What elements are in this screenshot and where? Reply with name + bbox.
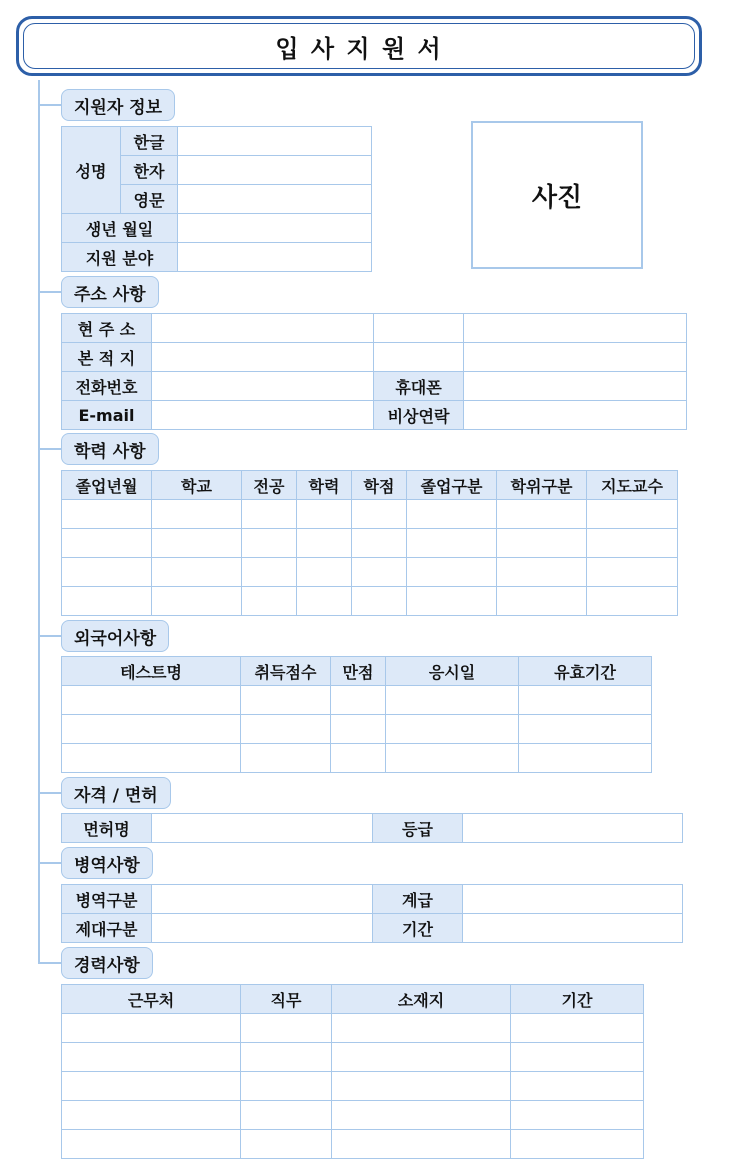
lang-col-date: 응시일 [386, 657, 519, 686]
table-cell[interactable] [62, 529, 152, 558]
table-cell[interactable] [62, 587, 152, 616]
tree-connector [38, 291, 62, 293]
career-col-role: 직무 [241, 985, 332, 1014]
edu-col-level: 학력 [297, 471, 352, 500]
table-cell[interactable] [386, 715, 519, 744]
table-row [62, 500, 678, 529]
edu-col-grad-type: 졸업구분 [407, 471, 497, 500]
table-cell[interactable] [352, 529, 407, 558]
birth-field[interactable] [178, 214, 372, 243]
table-row [62, 1101, 644, 1130]
section-career: 경력사항 [61, 947, 153, 979]
table-cell[interactable] [407, 500, 497, 529]
edu-col-advisor: 지도교수 [587, 471, 678, 500]
military-rank-label: 계급 [373, 885, 463, 914]
field-label: 지원 분야 [62, 243, 178, 272]
phone-label: 전화번호 [62, 372, 152, 401]
table-cell[interactable] [241, 686, 331, 715]
table-cell[interactable] [331, 715, 386, 744]
photo-label: 사진 [531, 182, 583, 213]
table-cell[interactable] [352, 500, 407, 529]
mobile-field[interactable] [464, 372, 687, 401]
table-cell[interactable] [332, 1130, 511, 1159]
section-license: 자격 / 면허 [61, 777, 171, 809]
career-table [61, 984, 644, 1159]
table-cell[interactable] [152, 500, 242, 529]
section-tree-line [38, 80, 40, 964]
hangul-label: 한글 [121, 127, 178, 156]
edu-col-major: 전공 [242, 471, 297, 500]
mobile-label: 휴대폰 [374, 372, 464, 401]
table-cell[interactable] [497, 529, 587, 558]
current-address-field[interactable] [152, 314, 374, 343]
section-address: 주소 사항 [61, 276, 159, 308]
career-col-period: 기간 [511, 985, 644, 1014]
military-rank-field[interactable] [463, 885, 683, 914]
hanja-name-field[interactable] [178, 156, 372, 185]
registry-label: 본 적 지 [62, 343, 152, 372]
language-table [61, 656, 652, 773]
table-row [62, 587, 678, 616]
table-cell[interactable] [386, 744, 519, 773]
page-title: 입 사 지 원 서 [23, 23, 695, 69]
table-cell[interactable] [407, 529, 497, 558]
tree-connector [38, 792, 62, 794]
table-cell[interactable] [241, 715, 331, 744]
table-cell[interactable] [511, 1101, 644, 1130]
license-grade-field[interactable] [463, 814, 683, 843]
table-cell[interactable] [497, 558, 587, 587]
table-cell[interactable] [241, 1101, 332, 1130]
table-cell[interactable] [241, 1043, 332, 1072]
birth-label: 생년 월일 [62, 214, 178, 243]
table-cell[interactable] [352, 587, 407, 616]
table-row [62, 744, 652, 773]
table-cell[interactable] [587, 558, 678, 587]
table-cell[interactable] [241, 744, 331, 773]
table-cell[interactable] [62, 686, 241, 715]
table-cell[interactable] [386, 686, 519, 715]
table-cell[interactable] [152, 558, 242, 587]
table-cell[interactable] [62, 1130, 241, 1159]
career-col-company: 근무처 [62, 985, 241, 1014]
lang-col-score: 취득점수 [241, 657, 331, 686]
table-cell[interactable] [62, 1043, 241, 1072]
english-label: 영문 [121, 185, 178, 214]
table-cell[interactable] [511, 1072, 644, 1101]
table-cell[interactable] [332, 1014, 511, 1043]
table-cell[interactable] [241, 1072, 332, 1101]
discharge-label: 제대구분 [62, 914, 152, 943]
edu-col-gpa: 학점 [352, 471, 407, 500]
lang-col-max: 만점 [331, 657, 386, 686]
military-table [61, 884, 683, 943]
table-row [62, 1043, 644, 1072]
registry-field[interactable] [152, 343, 374, 372]
photo-box[interactable] [471, 121, 643, 269]
table-cell[interactable] [297, 587, 352, 616]
section-military: 병역사항 [61, 847, 153, 879]
table-cell[interactable] [519, 715, 652, 744]
table-cell[interactable] [152, 587, 242, 616]
table-cell[interactable] [62, 500, 152, 529]
lang-col-valid: 유효기간 [519, 657, 652, 686]
email-label: E-mail [62, 401, 152, 430]
table-cell[interactable] [332, 1101, 511, 1130]
table-row [62, 1130, 644, 1159]
table-cell[interactable] [242, 587, 297, 616]
table-cell[interactable] [241, 1014, 332, 1043]
table-cell[interactable] [297, 558, 352, 587]
hanja-label: 한자 [121, 156, 178, 185]
table-row [62, 715, 652, 744]
table-cell[interactable] [497, 500, 587, 529]
email-field[interactable] [152, 401, 374, 430]
table-row [62, 686, 652, 715]
emergency-label: 비상연락 [374, 401, 464, 430]
english-name-field[interactable] [178, 185, 372, 214]
field-field[interactable] [178, 243, 372, 272]
license-grade-label: 등급 [373, 814, 463, 843]
table-row [62, 1072, 644, 1101]
hangul-name-field[interactable] [178, 127, 372, 156]
table-cell[interactable] [587, 500, 678, 529]
table-cell[interactable] [519, 686, 652, 715]
table-cell[interactable] [297, 500, 352, 529]
phone-field[interactable] [152, 372, 374, 401]
table-row [62, 1014, 644, 1043]
table-cell[interactable] [62, 1014, 241, 1043]
military-type-label: 병역구분 [62, 885, 152, 914]
table-cell[interactable] [242, 529, 297, 558]
table-row [62, 558, 678, 587]
name-label: 성명 [62, 127, 121, 214]
tree-connector [38, 862, 62, 864]
current-address-field-2[interactable] [374, 314, 464, 343]
address-table [61, 313, 687, 430]
table-cell[interactable] [332, 1072, 511, 1101]
license-table [61, 813, 683, 843]
tree-connector [38, 962, 62, 964]
section-language: 외국어사항 [61, 620, 169, 652]
military-period-field[interactable] [463, 914, 683, 943]
emergency-field[interactable] [464, 401, 687, 430]
applicant-table [61, 126, 372, 272]
table-cell[interactable] [297, 529, 352, 558]
table-cell[interactable] [331, 686, 386, 715]
registry-field-3[interactable] [464, 343, 687, 372]
table-cell[interactable] [519, 744, 652, 773]
table-cell[interactable] [511, 1014, 644, 1043]
table-cell[interactable] [587, 587, 678, 616]
table-cell[interactable] [62, 715, 241, 744]
edu-col-grad-date: 졸업년월 [62, 471, 152, 500]
tree-connector [38, 448, 62, 450]
license-name-label: 면허명 [62, 814, 152, 843]
military-type-field[interactable] [152, 885, 373, 914]
table-cell[interactable] [62, 558, 152, 587]
table-row [62, 529, 678, 558]
section-education: 학력 사항 [61, 433, 159, 465]
current-address-field-3[interactable] [464, 314, 687, 343]
registry-field-2[interactable] [374, 343, 464, 372]
table-cell[interactable] [242, 558, 297, 587]
tree-connector [38, 104, 62, 106]
table-cell[interactable] [332, 1043, 511, 1072]
table-cell[interactable] [497, 587, 587, 616]
discharge-field[interactable] [152, 914, 373, 943]
career-col-location: 소재지 [332, 985, 511, 1014]
section-applicant-info: 지원자 정보 [61, 89, 175, 121]
table-cell[interactable] [407, 558, 497, 587]
table-cell[interactable] [242, 500, 297, 529]
table-cell[interactable] [511, 1130, 644, 1159]
tree-connector [38, 635, 62, 637]
title-frame [16, 16, 702, 76]
table-cell[interactable] [511, 1043, 644, 1072]
table-cell[interactable] [152, 529, 242, 558]
table-cell[interactable] [62, 744, 241, 773]
table-cell[interactable] [587, 529, 678, 558]
lang-col-test: 테스트명 [62, 657, 241, 686]
table-cell[interactable] [62, 1101, 241, 1130]
table-cell[interactable] [407, 587, 497, 616]
table-cell[interactable] [352, 558, 407, 587]
military-period-label: 기간 [373, 914, 463, 943]
license-name-field[interactable] [152, 814, 373, 843]
table-cell[interactable] [241, 1130, 332, 1159]
education-table [61, 470, 678, 616]
edu-col-degree: 학위구분 [497, 471, 587, 500]
current-address-label: 현 주 소 [62, 314, 152, 343]
edu-col-school: 학교 [152, 471, 242, 500]
table-cell[interactable] [331, 744, 386, 773]
table-cell[interactable] [62, 1072, 241, 1101]
